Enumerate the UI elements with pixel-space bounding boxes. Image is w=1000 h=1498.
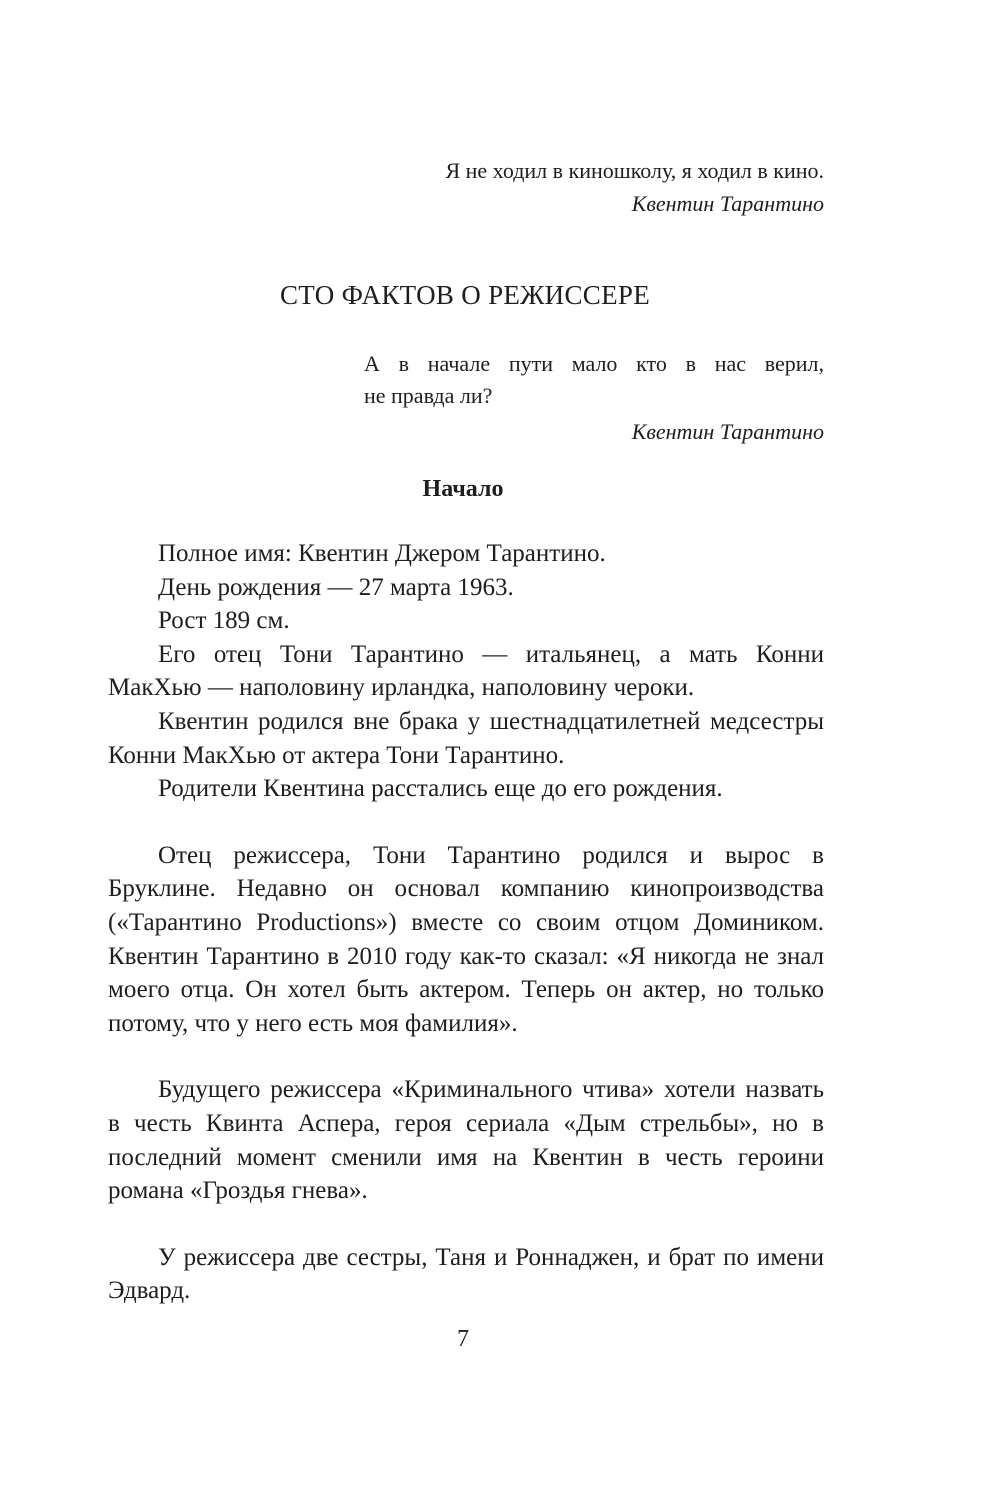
paragraph: Отец режиссера, Тони Тарантино родился и вырос в Бруклине. Недавно он основал компанию кинопроизводства («Тарантино Productions») вместе со своим отцом Домиником. Квентин Тарантино в 2010 году как-то сказал: «Я никогда не знал моего отца. Он хотел быть актером. Теперь он актер, но только потому, что у него есть моя фамилия».	[108, 841, 824, 1037]
epigraph-chapter-line-2: не правда ли?	[364, 383, 493, 408]
epigraph-top-text: Я не ходил в киношколу, я ходил в кино.	[445, 158, 824, 183]
epigraph-chapter-author: Квентин Тарантино	[631, 419, 824, 444]
paragraph: Его отец Тони Тарантино — итальянец, а мать Конни МакХью — наполовину ирландка, наполовину чероки.	[108, 640, 824, 702]
epigraph-top-author: Квентин Тарантино	[631, 191, 824, 216]
page-number: 7	[457, 1326, 469, 1352]
paragraph: День рождения — 27 марта 1963.	[158, 573, 514, 601]
paragraph: Родители Квентина расстались еще до его рождения.	[158, 775, 723, 803]
body-text	[108, 537, 824, 1308]
paragraph: Будущего режиссера «Криминального чтива» хотели назвать в честь Квинта Аспера, героя сериала «Дым стрельбы», но в последний момент сменили имя на Квентин в честь героини романа «Гроздья гнева».	[108, 1076, 824, 1205]
chapter-title: СТО ФАКТОВ О РЕЖИССЕРЕ	[280, 280, 650, 310]
paragraph: Квентин родился вне брака у шестнадцатилетней медсестры Конни МакХью от актера Тони Тарантино.	[108, 707, 824, 769]
paragraph: У режиссера две сестры, Таня и Роннаджен, и брат по имени Эдвард.	[108, 1243, 824, 1305]
epigraph-chapter	[364, 348, 824, 448]
paragraph: Рост 189 см.	[158, 607, 290, 635]
section-title: Начало	[422, 476, 504, 502]
epigraph-top	[445, 154, 824, 220]
paragraph: Полное имя: Квентин Джером Тарантино.	[158, 540, 606, 567]
epigraph-chapter-line-1: А в начале пути мало кто в нас верил,	[364, 351, 824, 376]
